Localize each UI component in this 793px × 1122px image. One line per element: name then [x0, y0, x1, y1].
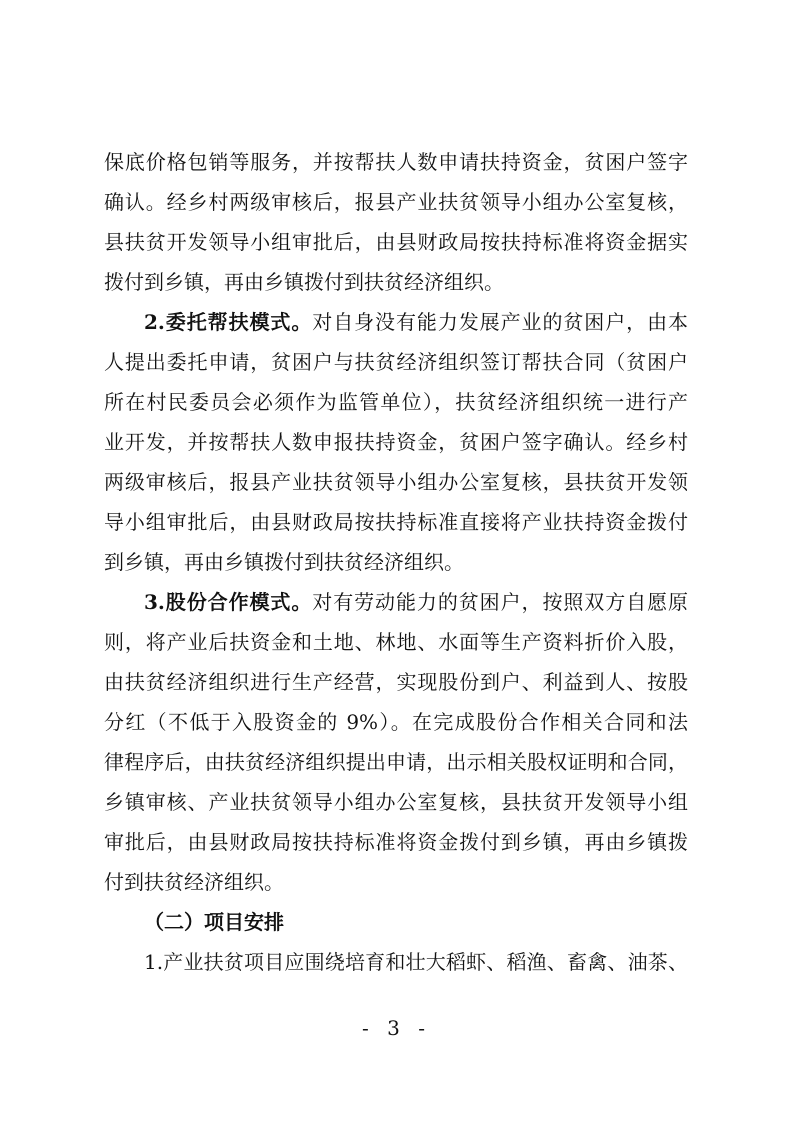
- document-body: [104, 142, 688, 982]
- page-number: - 3 -: [362, 1016, 431, 1040]
- paragraph-first-line: [104, 302, 688, 342]
- paragraph-line: 导小组审批后，由县财政局按扶持标准直接将产业扶持资金拨付: [104, 510, 688, 534]
- paragraph-line: 乡镇审核、产业扶贫领导小组办公室复核，县扶贫开发领导小组: [104, 790, 688, 814]
- paragraph-line: 则，将产业后扶资金和土地、林地、水面等生产资料折价入股，: [104, 630, 688, 654]
- paragraph-line: 确认。经乡村两级审核后，报县产业扶贫领导小组办公室复核，: [104, 190, 688, 214]
- paragraph-line: 律程序后，由扶贫经济组织提出申请，出示相关股权证明和合同，: [104, 750, 688, 774]
- paragraph-line: 分红（不低于入股资金的 9%）。在完成股份合作相关合同和法: [104, 710, 688, 734]
- paragraph-line: 所在村民委员会必须作为监管单位），扶贫经济组织统一进行产: [104, 390, 688, 414]
- section-heading: 2.委托帮扶模式。: [144, 310, 313, 334]
- paragraph-text: 对有劳动能力的贫困户，按照双方自愿原: [312, 590, 688, 614]
- paragraph-line: 由扶贫经济组织进行生产经营，实现股份到户、利益到人、按股: [104, 670, 688, 694]
- paragraph-line: 付到扶贫经济组织。: [104, 870, 284, 894]
- paragraph-line: 拨付到乡镇，再由乡镇拨付到扶贫经济组织。: [104, 270, 504, 294]
- section-heading: 3.股份合作模式。: [144, 590, 313, 614]
- paragraph-first-line: 1.产业扶贫项目应围绕培育和壮大稻虾、稻渔、畜禽、油茶、: [144, 950, 688, 974]
- paragraph-line: 人提出委托申请，贫困户与扶贫经济组织签订帮扶合同（贫困户: [104, 350, 688, 374]
- subsection-heading: （二）项目安排: [144, 910, 284, 934]
- paragraph-line: 保底价格包销等服务，并按帮扶人数申请扶持资金，贫困户签字: [104, 150, 688, 174]
- paragraph-line: 审批后，由县财政局按扶持标准将资金拨付到乡镇，再由乡镇拨: [104, 830, 688, 854]
- paragraph-text: 对自身没有能力发展产业的贫困户，由本: [312, 310, 688, 334]
- paragraph-line: 两级审核后，报县产业扶贫领导小组办公室复核，县扶贫开发领: [104, 470, 688, 494]
- paragraph-first-line: [104, 582, 688, 622]
- paragraph-line: 到乡镇，再由乡镇拨付到扶贫经济组织。: [104, 550, 464, 574]
- paragraph-line: 业开发，并按帮扶人数申报扶持资金，贫困户签字确认。经乡村: [104, 430, 688, 454]
- paragraph-line: 县扶贫开发领导小组审批后，由县财政局按扶持标准将资金据实: [104, 230, 688, 254]
